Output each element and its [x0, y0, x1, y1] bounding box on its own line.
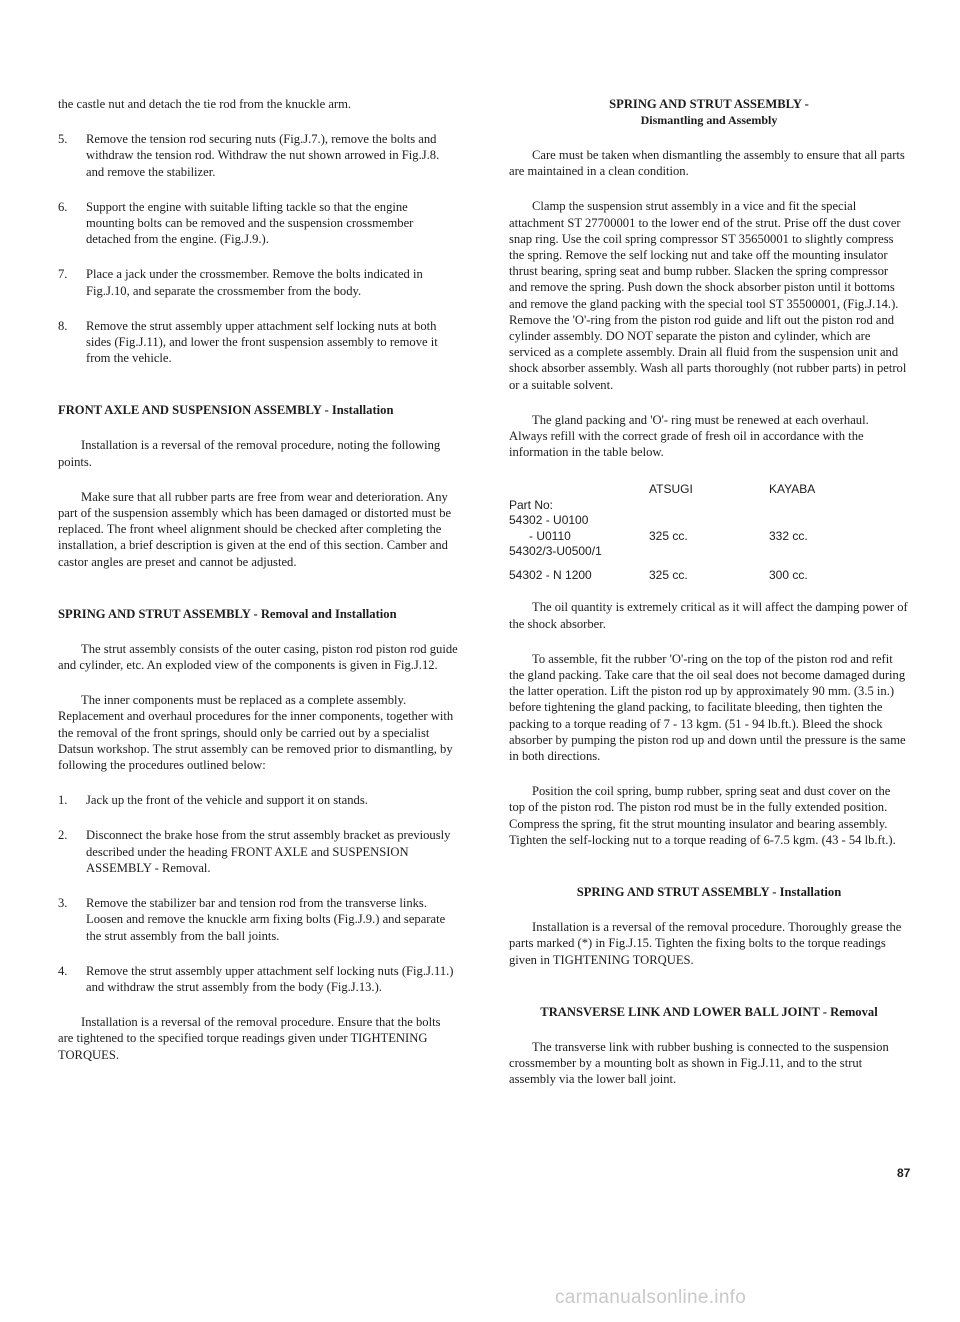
numbered-step — [58, 827, 458, 876]
step-number: 1. — [58, 793, 68, 808]
table-cell: 325 cc. — [649, 567, 688, 582]
numbered-step — [58, 792, 458, 808]
paragraph: The inner components must be replaced as a complete assembly. Replacement and overhaul procedures for the inner components, together with the removal of the front springs, should only be carried out by a specialist Datsun workshop. The strut assembly can be removed prior to dismantling, by following the procedures outlined below: — [58, 693, 454, 773]
table-cell: 54302 - N 1200 — [509, 567, 592, 582]
step-number: 5. — [58, 132, 68, 147]
section-heading: FRONT AXLE AND SUSPENSION ASSEMBLY - Installation — [58, 403, 394, 418]
paragraph: The gland packing and 'O'- ring must be renewed at each overhaul. Always refill with the correct grade of fresh oil in accordance with the information in the table below. — [509, 412, 869, 460]
table-header-atsugi: ATSUGI — [649, 482, 693, 497]
step-text: Jack up the front of the vehicle and support it on stands. — [86, 793, 368, 808]
section-heading: SPRING AND STRUT ASSEMBLY - Removal and Installation — [58, 606, 397, 621]
paragraph: To assemble, fit the rubber 'O'-ring on the top of the piston rod and refit the gland packing. Take care that the oil seal does not become damaged during the latter operation. Lift the piston rod up by approximately 90 mm. (3.5 in.) before tightening the gland packing, to facilitate bleeding, then tighten the packing to a torque reading of 7 - 13 kgm. (51 - 94 lb.ft.). Bleed the shock absorber by pumping the piston rod up and down until the pressure is the same in both directions. — [509, 651, 906, 764]
numbered-step — [58, 318, 458, 367]
step-text: Remove the tension rod securing nuts (Fig.J.7.), remove the bolts and withdraw the tension rod. Withdraw the nut shown arrowed in Fig.J.8. and remove the stabilizer. — [86, 132, 440, 179]
step-list — [58, 131, 458, 366]
table-row — [509, 529, 909, 545]
table-header-row — [509, 482, 909, 498]
paragraph: Clamp the suspension strut assembly in a vice and fit the special attachment ST 27700001 to the lower end of the strut. Prise off the dust cover snap ring. Use the coil spring compressor ST 35650001 to slightly compress the spring. Remove the self locking nut and take off the mounting insulator thrust bearing, spring seat and bump rubber. Slacken the spring compressor and remove the spring. Push down the shock absorber piston until it bottoms and remove the gland packing with the special tool ST 35500001, (Fig.J.14.). Remove the 'O'-ring from the piston rod guide and lift out the piston rod and cylinder assembly. DO NOT separate the piston and cylinder, which are serviced as a complete assembly. Drain all fluid from the suspension unit and shock absorber assembly. Wash all parts thoroughly (not rubber parts) in petrol or a suitable solvent. — [509, 199, 907, 392]
watermark-text: carmanualsonline.info — [555, 1287, 747, 1308]
table-cell: 325 cc. — [649, 528, 688, 543]
table-cell: - U0110 — [529, 528, 571, 543]
table-cell: 54302/3-U0500/1 — [509, 544, 602, 559]
paragraph: Make sure that all rubber parts are free from wear and deterioration. Any part of the suspension assembly which has been damaged or distorted must be replaced. The front wheel alignment should be checked after completing the installation, a brief description is given at the end of this section. Camber and castor angles are preset and cannot be adjusted. — [58, 489, 452, 569]
step-text: Remove the strut assembly upper attachment self locking nuts (Fig.J.11.) and withdraw the strut assembly from the body (Fig.J.13.). — [86, 963, 454, 994]
paragraph: Installation is a reversal of the removal procedure, noting the following points. — [58, 438, 441, 469]
paragraph: Installation is a reversal of the removal procedure. Thoroughly grease the parts marked (*) in Fig.J.15. Tighten the fixing bolts to the torque readings given in TIGHTENING TORQUES. — [509, 920, 902, 967]
paragraph: Care must be taken when dismantling the assembly to ensure that all parts are maintained in a clean condition. — [509, 148, 905, 179]
table-cell: 54302 - U0100 — [509, 513, 589, 528]
step-text: Disconnect the brake hose from the strut assembly bracket as previously described under the heading FRONT AXLE and SUSPENSION ASSEMBLY - Removal. — [86, 828, 451, 875]
table-row — [509, 513, 909, 529]
numbered-step — [58, 199, 458, 248]
step-number: 7. — [58, 267, 68, 282]
paragraph: the castle nut and detach the tie rod from the knuckle arm. — [58, 97, 352, 111]
table-row — [509, 498, 909, 514]
numbered-step — [58, 963, 458, 995]
paragraph: The oil quantity is extremely critical as it will affect the damping power of the shock absorber. — [509, 600, 908, 631]
step-text: Remove the stabilizer bar and tension rod from the transverse links. Loosen and remove the knuckle arm fixing bolts (Fig.J.9.) and separate the strut assembly from the ball joints. — [86, 896, 446, 943]
section-heading: SPRING AND STRUT ASSEMBLY - Installation — [576, 885, 842, 900]
table-cell: Part No: — [509, 497, 554, 512]
step-number: 8. — [58, 318, 68, 333]
step-text: Place a jack under the crossmember. Remove the bolts indicated in Fig.J.10, and separate the crossmember from the body. — [86, 267, 423, 298]
table-cell: 332 cc. — [769, 528, 808, 543]
numbered-step — [58, 266, 458, 298]
step-text: Support the engine with suitable lifting tackle so that the engine mounting bolts can be removed and the suspension crossmember detached from the engine. (Fig.J.9.). — [86, 199, 414, 247]
paragraph: The strut assembly consists of the outer casing, piston rod piston rod guide and cylinder, etc. An exploded view of the components is given in Fig.J.12. — [58, 641, 458, 673]
step-list — [58, 792, 458, 995]
numbered-step — [58, 131, 458, 180]
left-column — [58, 96, 458, 1082]
table-row — [509, 544, 909, 560]
step-number: 4. — [58, 963, 68, 978]
numbered-step — [58, 895, 458, 944]
table-header-kayaba: KAYABA — [769, 482, 816, 497]
paragraph: Position the coil spring, bump rubber, spring seat and dust cover on the top of the piston rod. The piston rod must be in the fully extended position. Compress the spring, fit the strut mounting insulator and bearing assembly. Tighten the self-locking nut to a torque reading of 6-7.5 kgm. (43 - 54 lb.ft.). — [509, 784, 896, 847]
section-heading: TRANSVERSE LINK AND LOWER BALL JOINT - Removal — [540, 1004, 878, 1019]
page-number: 87 — [897, 1166, 911, 1180]
table-row — [509, 568, 909, 584]
oil-quantity-table — [509, 482, 909, 583]
section-subheading: Dismantling and Assembly — [640, 113, 778, 127]
table-cell: 300 cc. — [769, 567, 808, 582]
step-text: Remove the strut assembly upper attachment self locking nuts at both sides (Fig.J.11), and lower the front suspension assembly to remove it from the vehicle. — [86, 318, 438, 366]
paragraph: Installation is a reversal of the removal procedure. Ensure that the bolts are tightened to the specified torque readings given under TIGHTENING TORQUES. — [58, 1015, 441, 1062]
step-number: 2. — [58, 828, 68, 843]
paragraph: The transverse link with rubber bushing is connected to the suspension crossmember by a mounting bolt as shown in Fig.J.11, and to the strut assembly via the lower ball joint. — [509, 1039, 889, 1087]
step-number: 6. — [58, 199, 68, 214]
right-column — [509, 96, 909, 1106]
step-number: 3. — [58, 896, 68, 911]
section-heading: SPRING AND STRUT ASSEMBLY - — [609, 97, 809, 111]
